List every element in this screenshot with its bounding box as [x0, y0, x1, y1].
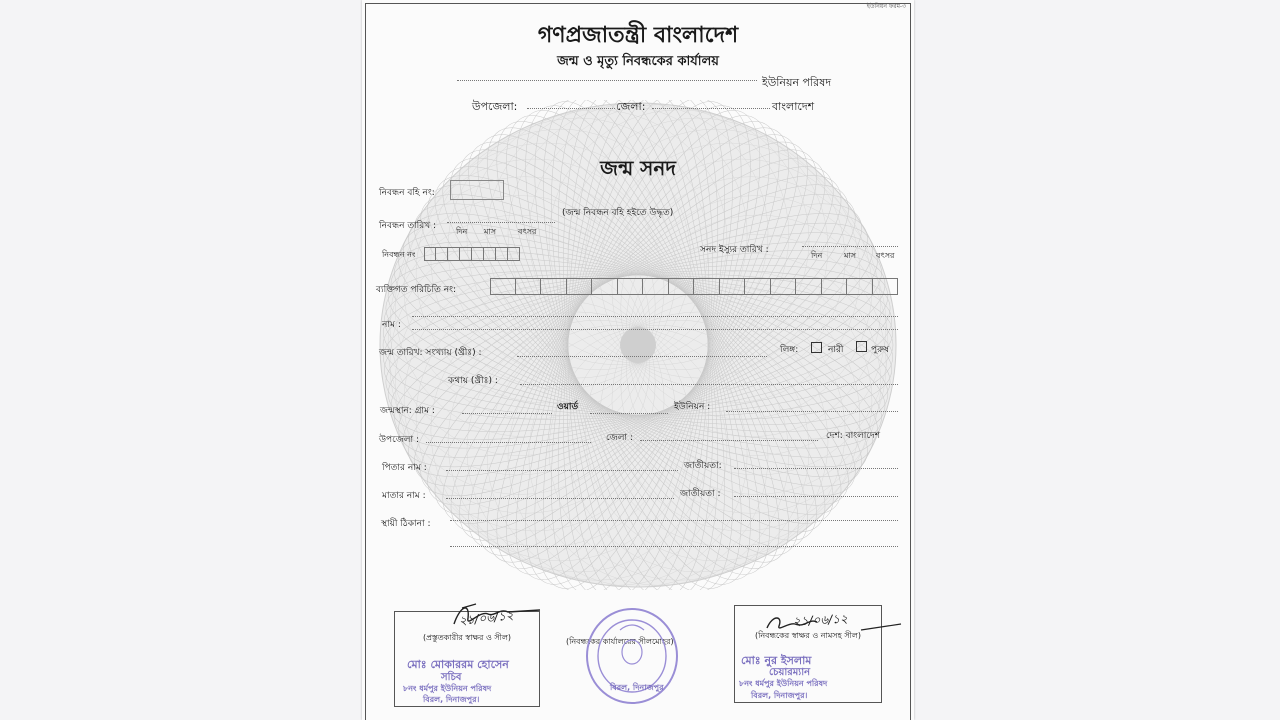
from-book-note: (জন্ম নিবন্ধন বহি হইতে উদ্ধৃত) [562, 208, 674, 218]
registrar-stamp-place: বিরল, দিনাজপুর। [751, 691, 808, 700]
permanent-address-label: স্থায়ী ঠিকানা : [381, 519, 431, 529]
preparer-caption: (প্রস্তুতকারীর স্বাক্ষর ও সীল) [422, 633, 512, 642]
reg-date-year: বৎসর [518, 227, 537, 236]
preparer-stamp-org: ৮নং ধর্মপুর ইউনিয়ন পরিষদ [403, 684, 492, 693]
header-district-label: জেলা: [616, 100, 646, 113]
birth-certificate-page [362, 0, 914, 720]
issue-date-year: বৎসর [876, 251, 895, 260]
reg-date-label: নিবন্ধন তারিখ : [379, 221, 437, 231]
registrar-stamp-org: ৮নং ধর্মপুর ইউনিয়ন পরিষদ [739, 679, 828, 688]
reg-no-boxes [424, 247, 520, 261]
ward-label: ওয়ার্ড [557, 402, 579, 412]
mother-name-label: মাতার নাম : [382, 491, 426, 501]
office-title: জন্ম ও মৃত্যু নিবন্ধকের কার্যালয় [557, 54, 719, 69]
reg-book-label: নিবন্ধন বহি নং: [379, 188, 435, 198]
preparer-signature-box [394, 608, 540, 707]
dob-words-label: কথায় (খ্রীঃ) : [448, 376, 498, 386]
personal-id-boxes [490, 278, 898, 295]
male-label: পুরুষ [871, 345, 889, 355]
nationality-label: জাতীয়তা: [684, 461, 722, 471]
preparer-stamp-title: সচিব [441, 672, 462, 683]
header-upazila-label: উপজেলা: [472, 100, 518, 113]
certificate-heading: জন্ম সনদ [600, 156, 676, 180]
registrar-stamp-name: মোঃ নুর ইসলাম [741, 654, 812, 667]
office-seal-text: বিরল, দিনাজপুর [610, 683, 664, 692]
corner-note: ইউনিয়ন ফরম-৩ [866, 3, 906, 10]
preparer-stamp-name: মোঃ মোকাররম হোসেন [407, 658, 509, 671]
name-label: নাম : [382, 320, 401, 330]
reg-date-month: মাস [484, 227, 497, 236]
female-label: নারী [828, 345, 844, 355]
registrar-signature-box [734, 605, 882, 703]
reg-no-label: নিবন্ধন নং [382, 250, 416, 259]
office-seal-caption: (নিবন্ধকের কার্যালয়ের সীলমোহর) [564, 636, 676, 649]
female-checkbox[interactable] [811, 342, 822, 353]
union-label: ইউনিয়ন : [674, 402, 711, 412]
reg-book-box [450, 180, 504, 200]
personal-id-label: ব্যক্তিগত পরিচিতি নং: [376, 285, 456, 295]
country-label: দেশ: বাংলাদেশ [826, 431, 881, 441]
preparer-stamp-place: বিরল, দিনাজপুর। [423, 695, 480, 704]
district-label: জেলা : [606, 433, 633, 443]
preparer-date: ২১/০৬/১২ [458, 608, 515, 628]
gender-label: লিঙ্গ: [780, 345, 799, 355]
registrar-date: ২১/০৬/১২ [792, 611, 849, 629]
upazila-label: উপজেলা : [379, 435, 419, 445]
reg-date-day: দিন [456, 227, 468, 236]
issue-date-day: দিন [811, 251, 823, 260]
registrar-caption: (নিবন্ধকের স্বাক্ষর ও নামসহ সীল) [755, 631, 861, 640]
birthplace-village-label: জন্মস্থান: গ্রাম : [380, 406, 435, 416]
country-title: গণপ্রজাতন্ত্রী বাংলাদেশ [537, 23, 739, 48]
nationality2-label: জাতীয়তা : [680, 489, 721, 499]
header-country-label: বাংলাদেশ [772, 100, 815, 113]
father-name-label: পিতার নাম : [382, 463, 427, 473]
issue-date-label: সনদ ইস্যুর তারিখ : [700, 245, 769, 255]
issue-date-month: মাস [844, 251, 857, 260]
male-checkbox[interactable] [856, 341, 867, 352]
registrar-stamp-title: চেয়ারম্যান [769, 667, 811, 678]
union-parishad-label: ইউনিয়ন পরিষদ [762, 76, 832, 89]
dob-numeric-label: জন্ম তারিখ: সংখ্যায় (খ্রীঃ) : [379, 348, 482, 358]
